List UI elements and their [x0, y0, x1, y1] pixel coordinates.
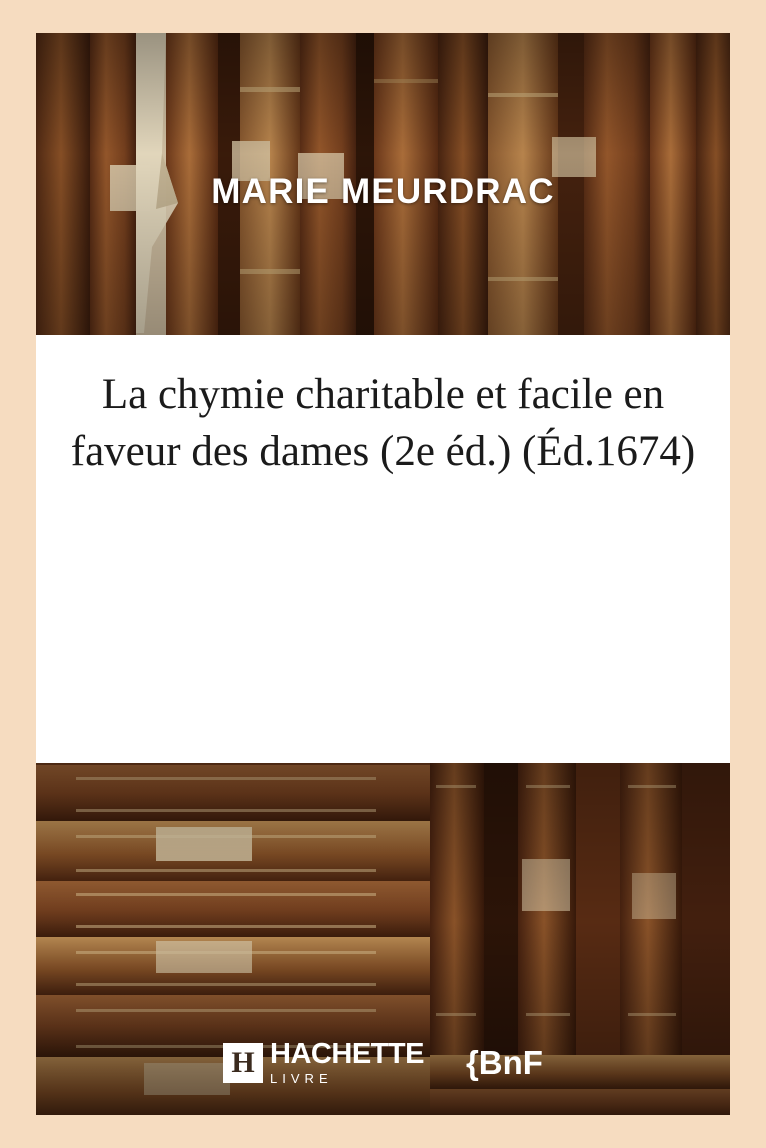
page-title: La chymie charitable et facile en faveur des dames (2e éd.) (Éd.1674)	[70, 371, 696, 475]
bnf-logo: {BnF	[465, 1043, 543, 1081]
hachette-wordmark	[270, 1040, 424, 1085]
hachette-livre-logo	[223, 1040, 424, 1085]
cover-inner	[36, 33, 730, 1115]
hachette-name: HACHETTE	[270, 1038, 424, 1070]
author-name: MARIE MEURDRAC	[211, 172, 555, 211]
hachette-h-mark: H	[223, 1043, 263, 1083]
hachette-subname: LIVRE	[270, 1071, 333, 1086]
publisher-logos	[36, 1040, 730, 1085]
old-books-photo-top	[36, 33, 730, 335]
top-photo-band	[36, 33, 730, 335]
title-area	[36, 335, 730, 763]
